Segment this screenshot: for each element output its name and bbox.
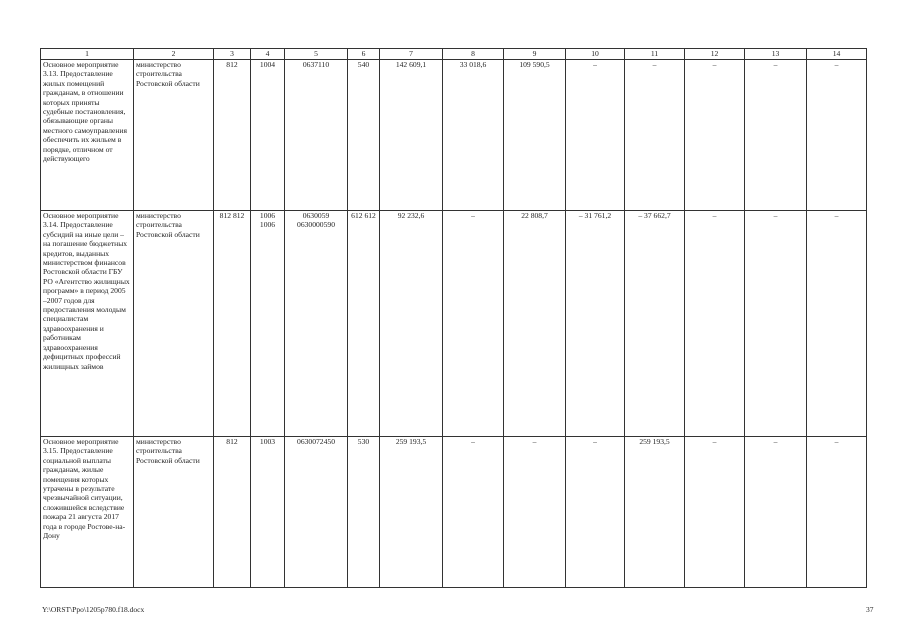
vr-code: 540 bbox=[348, 60, 380, 211]
value-cell: 109 590,5 bbox=[504, 60, 566, 211]
value-cell: 142 609,1 bbox=[380, 60, 443, 211]
value-cell: – bbox=[685, 60, 745, 211]
header-cell: 11 bbox=[625, 49, 685, 60]
value-cell: – bbox=[807, 211, 867, 437]
table-row bbox=[41, 437, 867, 588]
header-cell: 14 bbox=[807, 49, 867, 60]
program-table bbox=[40, 48, 867, 588]
page-number: 37 bbox=[866, 605, 874, 614]
header-cell: 1 bbox=[41, 49, 134, 60]
header-cell: 3 bbox=[214, 49, 251, 60]
executor: министерство строительства Ростовской области bbox=[134, 437, 214, 588]
header-row bbox=[41, 49, 867, 60]
value-cell: – bbox=[625, 60, 685, 211]
header-cell: 10 bbox=[566, 49, 625, 60]
value-cell: – bbox=[807, 437, 867, 588]
value-cell: – bbox=[685, 437, 745, 588]
value-cell: 92 232,6 bbox=[380, 211, 443, 437]
header-cell: 2 bbox=[134, 49, 214, 60]
measure-name: Основное мероприятие 3.15. Предоставление социальной выплаты гражданам, жилые помещения которых утрачены в результате чрезвычайной ситуации, сложившейся вследствие пожара 21 августа 2017 года в городе Ростове-на-Дону bbox=[41, 437, 134, 588]
value-cell: – 37 662,7 bbox=[625, 211, 685, 437]
vr-code: 612 612 bbox=[348, 211, 380, 437]
header-cell: 9 bbox=[504, 49, 566, 60]
executor: министерство строительства Ростовской области bbox=[134, 211, 214, 437]
table-row bbox=[41, 60, 867, 211]
measure-name: Основное мероприятие 3.13. Предоставление жилых помещений гражданам, в отношении которых приняты судебные постановления, обязывающие органы местного самоуправления обеспечить их жильем в порядке, отличном от действующего bbox=[41, 60, 134, 211]
header-cell: 4 bbox=[251, 49, 285, 60]
csr-code: 0630072450 bbox=[285, 437, 348, 588]
value-cell: 33 018,6 bbox=[443, 60, 504, 211]
value-cell: – 31 761,2 bbox=[566, 211, 625, 437]
rzpr-code: 1006 1006 bbox=[251, 211, 285, 437]
executor: министерство строительства Ростовской области bbox=[134, 60, 214, 211]
grbs-code: 812 812 bbox=[214, 211, 251, 437]
value-cell: – bbox=[745, 60, 807, 211]
value-cell: – bbox=[807, 60, 867, 211]
grbs-code: 812 bbox=[214, 60, 251, 211]
value-cell: – bbox=[566, 437, 625, 588]
value-cell: – bbox=[685, 211, 745, 437]
header-cell: 6 bbox=[348, 49, 380, 60]
csr-code: 0637110 bbox=[285, 60, 348, 211]
header-cell: 7 bbox=[380, 49, 443, 60]
grbs-code: 812 bbox=[214, 437, 251, 588]
value-cell: – bbox=[566, 60, 625, 211]
value-cell: – bbox=[745, 211, 807, 437]
header-cell: 5 bbox=[285, 49, 348, 60]
rzpr-code: 1003 bbox=[251, 437, 285, 588]
csr-code: 0630059 0630000590 bbox=[285, 211, 348, 437]
value-cell: 259 193,5 bbox=[625, 437, 685, 588]
value-cell: – bbox=[745, 437, 807, 588]
table-row bbox=[41, 211, 867, 437]
value-cell: 22 808,7 bbox=[504, 211, 566, 437]
file-path-footer: Y:\ORST\Ppo\1205p780.f18.docx bbox=[42, 605, 145, 614]
header-cell: 8 bbox=[443, 49, 504, 60]
vr-code: 530 bbox=[348, 437, 380, 588]
value-cell: – bbox=[443, 437, 504, 588]
value-cell: – bbox=[504, 437, 566, 588]
header-cell: 13 bbox=[745, 49, 807, 60]
measure-name: Основное мероприятие 3.14. Предоставление субсидий на иные цели – на погашение бюджетных кредитов, выданных министерством финансов Ростовской области ГБУ РО «Агентство жилищных программ» в период 2005 –2007 годов для предоставления молодым специалистам здравоохранения и работникам здравоохранения дефицитных профессий жилищных займов bbox=[41, 211, 134, 437]
header-cell: 12 bbox=[685, 49, 745, 60]
value-cell: – bbox=[443, 211, 504, 437]
value-cell: 259 193,5 bbox=[380, 437, 443, 588]
rzpr-code: 1004 bbox=[251, 60, 285, 211]
